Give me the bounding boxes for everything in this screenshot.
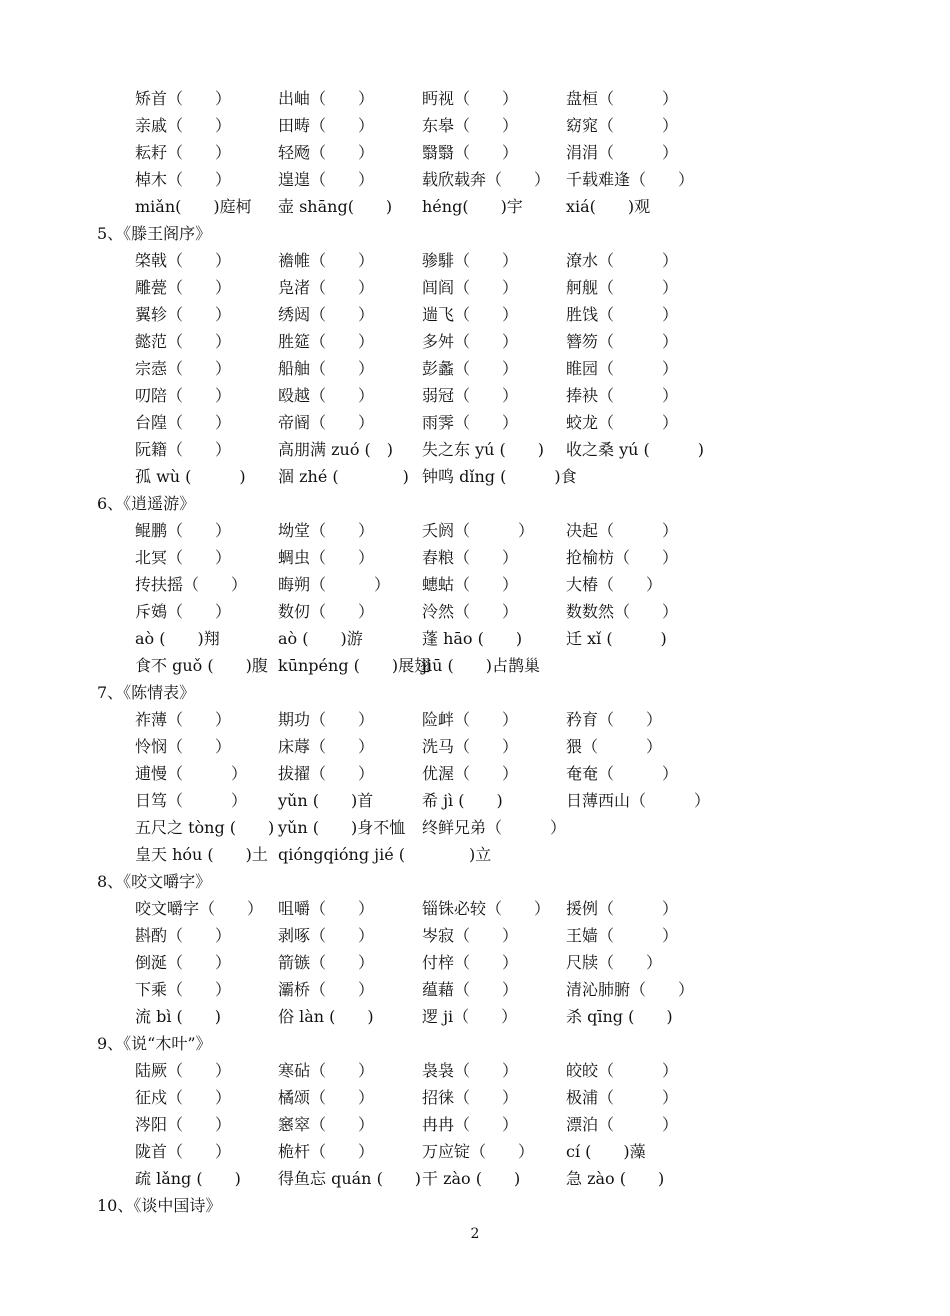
vocab-item: cí ( )藻 — [566, 1142, 646, 1161]
vocab-item: 棹木（ ） — [135, 170, 232, 189]
vocab-item: 骖騑（ ） — [422, 251, 519, 270]
vocab-item: 舂粮（ ） — [422, 548, 519, 567]
vocab-item: 抢榆枋（ ） — [566, 548, 679, 567]
vocab-item: 杀 qīng ( ) — [566, 1007, 673, 1026]
vocab-row — [0, 140, 950, 166]
vocab-item: 眄视（ ） — [422, 89, 519, 108]
vocab-item: 睢园（ ） — [566, 359, 679, 378]
vocab-item: 窸窣（ ） — [278, 1115, 375, 1134]
vocab-row — [0, 545, 950, 571]
vocab-item: 遄飞（ ） — [422, 305, 519, 324]
vocab-item: 灞桥（ ） — [278, 980, 375, 999]
vocab-item: 征戍（ ） — [135, 1088, 232, 1107]
vocab-row — [0, 626, 950, 652]
vocab-item: 干 zào ( ) — [422, 1169, 521, 1188]
vocab-row — [0, 86, 950, 112]
vocab-row — [0, 653, 950, 679]
vocab-item: 终鲜兄弟（ ） — [422, 818, 567, 837]
vocab-item: aò ( )翔 — [135, 629, 220, 648]
section-heading: 10、《谈中国诗》 — [97, 1196, 222, 1215]
vocab-item: 蛟龙（ ） — [566, 413, 679, 432]
vocab-item: 拔擢（ ） — [278, 764, 375, 783]
section-heading: 8、《咬文嚼字》 — [97, 872, 212, 891]
vocab-row — [0, 329, 950, 355]
vocab-item: 轻飏（ ） — [278, 143, 375, 162]
vocab-item: 彭蠡（ ） — [422, 359, 519, 378]
vocab-item: 坳堂（ ） — [278, 521, 375, 540]
vocab-item: 雨霁（ ） — [422, 413, 519, 432]
vocab-row — [0, 1112, 950, 1138]
vocab-item: 舸舰（ ） — [566, 278, 679, 297]
section-heading: 5、《滕王阁序》 — [97, 224, 212, 243]
vocab-row — [0, 896, 950, 922]
vocab-row — [0, 734, 950, 760]
vocab-item: 万应锭（ ） — [422, 1142, 535, 1161]
vocab-item: 涸 zhé ( ) — [278, 467, 409, 486]
vocab-item: aò ( )游 — [278, 629, 363, 648]
vocab-item: qióngqióng jié ( )立 — [278, 845, 492, 864]
vocab-item: 捧袂（ ） — [566, 386, 679, 405]
vocab-item: 宗悫（ ） — [135, 359, 232, 378]
vocab-item: 棨戟（ ） — [135, 251, 232, 270]
vocab-item: 俗 làn ( ) — [278, 1007, 374, 1026]
vocab-item: 绣闼（ ） — [278, 305, 375, 324]
vocab-row — [0, 356, 950, 382]
vocab-row — [0, 572, 950, 598]
vocab-row — [0, 815, 950, 841]
vocab-row — [0, 842, 950, 868]
vocab-item: 数数然（ ） — [566, 602, 679, 621]
vocab-item: 载欣载奔（ ） — [422, 170, 551, 189]
vocab-item: 五尺之 tòng ( ) — [135, 818, 275, 837]
vocab-row — [0, 383, 950, 409]
vocab-item: 蟪蛄（ ） — [422, 575, 519, 594]
vocab-item: 尺牍（ ） — [566, 953, 663, 972]
vocab-item: 皎皎（ ） — [566, 1061, 679, 1080]
vocab-item: 田畴（ ） — [278, 116, 375, 135]
vocab-row — [0, 464, 950, 490]
vocab-item: miǎn( )庭柯 — [135, 197, 252, 216]
vocab-item: 袅袅（ ） — [422, 1061, 519, 1080]
vocab-item: 王嫱（ ） — [566, 926, 679, 945]
vocab-item: 耘耔（ ） — [135, 143, 232, 162]
vocab-item: 咀嚼（ ） — [278, 899, 375, 918]
vocab-item: 优渥（ ） — [422, 764, 519, 783]
vocab-item: 决起（ ） — [566, 521, 679, 540]
vocab-item: 洗马（ ） — [422, 737, 519, 756]
vocab-item: 翼轸（ ） — [135, 305, 232, 324]
vocab-row — [0, 977, 950, 1003]
vocab-item: 失之东 yú ( ) — [422, 440, 545, 459]
vocab-item: 付梓（ ） — [422, 953, 519, 972]
vocab-item: 矜育（ ） — [566, 710, 663, 729]
vocab-item: 翳翳（ ） — [422, 143, 519, 162]
vocab-row — [0, 248, 950, 274]
vocab-row — [0, 113, 950, 139]
vocab-item: 簪笏（ ） — [566, 332, 679, 351]
vocab-row — [0, 518, 950, 544]
vocab-item: 帝阍（ ） — [278, 413, 375, 432]
vocab-item: 涓涓（ ） — [566, 143, 679, 162]
vocab-row — [0, 302, 950, 328]
vocab-item: héng( )宇 — [422, 197, 523, 216]
vocab-item: 雕甍（ ） — [135, 278, 232, 297]
vocab-row — [0, 167, 950, 193]
vocab-item: xiá( )观 — [566, 197, 651, 216]
vocab-item: 盘桓（ ） — [566, 89, 679, 108]
vocab-item: 大椿（ ） — [566, 575, 663, 594]
vocab-item: 下乘（ ） — [135, 980, 232, 999]
vocab-item: 矫首（ ） — [135, 89, 232, 108]
vocab-item: 倒涎（ ） — [135, 953, 232, 972]
vocab-row — [0, 194, 950, 220]
vocab-item: 锱铢必较（ ） — [422, 899, 551, 918]
vocab-item: 招徕（ ） — [422, 1088, 519, 1107]
vocab-item: 抟扶摇（ ） — [135, 575, 248, 594]
vocab-row — [0, 923, 950, 949]
vocab-item: yǔn ( )身不恤 — [278, 818, 406, 837]
section-heading: 9、《说“木叶”》 — [97, 1034, 212, 1053]
vocab-item: 鲲鹏（ ） — [135, 521, 232, 540]
vocab-item: 蜩虫（ ） — [278, 548, 375, 567]
vocab-item: 迁 xǐ ( ) — [566, 629, 667, 648]
vocab-item: 期功（ ） — [278, 710, 375, 729]
page-number: 2 — [470, 1226, 480, 1242]
vocab-item: 懿范（ ） — [135, 332, 232, 351]
vocab-item: 多舛（ ） — [422, 332, 519, 351]
vocab-item: 漂泊（ ） — [566, 1115, 679, 1134]
vocab-item: 弱冠（ ） — [422, 386, 519, 405]
vocab-item: 斟酌（ ） — [135, 926, 232, 945]
vocab-item: 蕴藉（ ） — [422, 980, 519, 999]
vocab-row — [0, 1139, 950, 1165]
vocab-item: 桅杆（ ） — [278, 1142, 375, 1161]
vocab-item: 东皋（ ） — [422, 116, 519, 135]
vocab-item: 叨陪（ ） — [135, 386, 232, 405]
vocab-item: yǔn ( )首 — [278, 791, 374, 810]
vocab-item: 险衅（ ） — [422, 710, 519, 729]
vocab-item: 日薄西山（ ） — [566, 791, 711, 810]
vocab-item: 窈窕（ ） — [566, 116, 679, 135]
vocab-item: 夭阏（ ） — [422, 521, 535, 540]
vocab-item: 得鱼忘 quán ( ) — [278, 1169, 422, 1188]
vocab-item: 胜筵（ ） — [278, 332, 375, 351]
vocab-item: 胜饯（ ） — [566, 305, 679, 324]
vocab-item: 寒砧（ ） — [278, 1061, 375, 1080]
vocab-item: 晦朔（ ） — [278, 575, 391, 594]
vocab-item: 皇天 hóu ( )土 — [135, 845, 268, 864]
vocab-item: 出岫（ ） — [278, 89, 375, 108]
vocab-item: 陇首（ ） — [135, 1142, 232, 1161]
vocab-item: 怜悯（ ） — [135, 737, 232, 756]
vocab-item: 陆厥（ ） — [135, 1061, 232, 1080]
vocab-item: 床蓐（ ） — [278, 737, 375, 756]
vocab-item: 箭镞（ ） — [278, 953, 375, 972]
vocab-row — [0, 410, 950, 436]
vocab-item: 祚薄（ ） — [135, 710, 232, 729]
vocab-item: jiū ( )占鹊巢 — [422, 656, 540, 675]
vocab-item: 高朋满 zuó ( ) — [278, 440, 394, 459]
vocab-item: 数仞（ ） — [278, 602, 375, 621]
vocab-item: 清沁肺腑（ ） — [566, 980, 695, 999]
vocab-row — [0, 707, 950, 733]
vocab-item: 奄奄（ ） — [566, 764, 679, 783]
vocab-item: 船舳（ ） — [278, 359, 375, 378]
vocab-item: 收之桑 yú ( ) — [566, 440, 705, 459]
vocab-item: 孤 wù ( ) — [135, 467, 246, 486]
vocab-item: 咬文嚼字（ ） — [135, 899, 264, 918]
vocab-item: 闾阎（ ） — [422, 278, 519, 297]
vocab-row — [0, 1058, 950, 1084]
vocab-item: 食不 guǒ ( )腹 — [135, 656, 268, 675]
vocab-row — [0, 788, 950, 814]
vocab-row — [0, 275, 950, 301]
vocab-row — [0, 437, 950, 463]
vocab-item: 壶 shāng( ) — [278, 197, 393, 216]
vocab-row — [0, 599, 950, 625]
vocab-item: 疏 lǎng ( ) — [135, 1169, 241, 1188]
vocab-item: 猥（ ） — [566, 737, 663, 756]
vocab-item: 台隍（ ） — [135, 413, 232, 432]
vocab-item: 逻 ji（ ） — [422, 1007, 518, 1026]
vocab-item: 潦水（ ） — [566, 251, 679, 270]
vocab-item: 遑遑（ ） — [278, 170, 375, 189]
vocab-row — [0, 1085, 950, 1111]
vocab-item: 援例（ ） — [566, 899, 679, 918]
vocab-item: 急 zào ( ) — [566, 1169, 665, 1188]
vocab-item: 冉冉（ ） — [422, 1115, 519, 1134]
vocab-item: 殴越（ ） — [278, 386, 375, 405]
vocab-item: 千载难逢（ ） — [566, 170, 695, 189]
vocab-item: 钟鸣 dǐng ( )食 — [422, 467, 577, 486]
vocab-item: 剥啄（ ） — [278, 926, 375, 945]
vocab-item: 岑寂（ ） — [422, 926, 519, 945]
vocab-item: kūnpéng ( )展翅 — [278, 656, 431, 675]
vocab-item: 流 bì ( ) — [135, 1007, 222, 1026]
vocab-item: 希 jì ( ) — [422, 791, 503, 810]
vocab-item: 橘颂（ ） — [278, 1088, 375, 1107]
section-heading: 7、《陈情表》 — [97, 683, 196, 702]
vocab-item: 斥鴳（ ） — [135, 602, 232, 621]
vocab-row — [0, 761, 950, 787]
vocab-row — [0, 1166, 950, 1192]
vocab-item: 凫渚（ ） — [278, 278, 375, 297]
vocab-row — [0, 950, 950, 976]
vocab-item: 极浦（ ） — [566, 1088, 679, 1107]
vocab-row — [0, 1004, 950, 1030]
section-heading: 6、《逍遥游》 — [97, 494, 196, 513]
vocab-item: 亲戚（ ） — [135, 116, 232, 135]
vocab-item: 涔阳（ ） — [135, 1115, 232, 1134]
vocab-item: 泠然（ ） — [422, 602, 519, 621]
vocab-item: 北冥（ ） — [135, 548, 232, 567]
vocab-item: 襜帷（ ） — [278, 251, 375, 270]
vocab-item: 逋慢（ ） — [135, 764, 248, 783]
vocab-item: 日笃（ ） — [135, 791, 248, 810]
vocab-item: 阮籍（ ） — [135, 440, 232, 459]
vocab-item: 蓬 hāo ( ) — [422, 629, 523, 648]
